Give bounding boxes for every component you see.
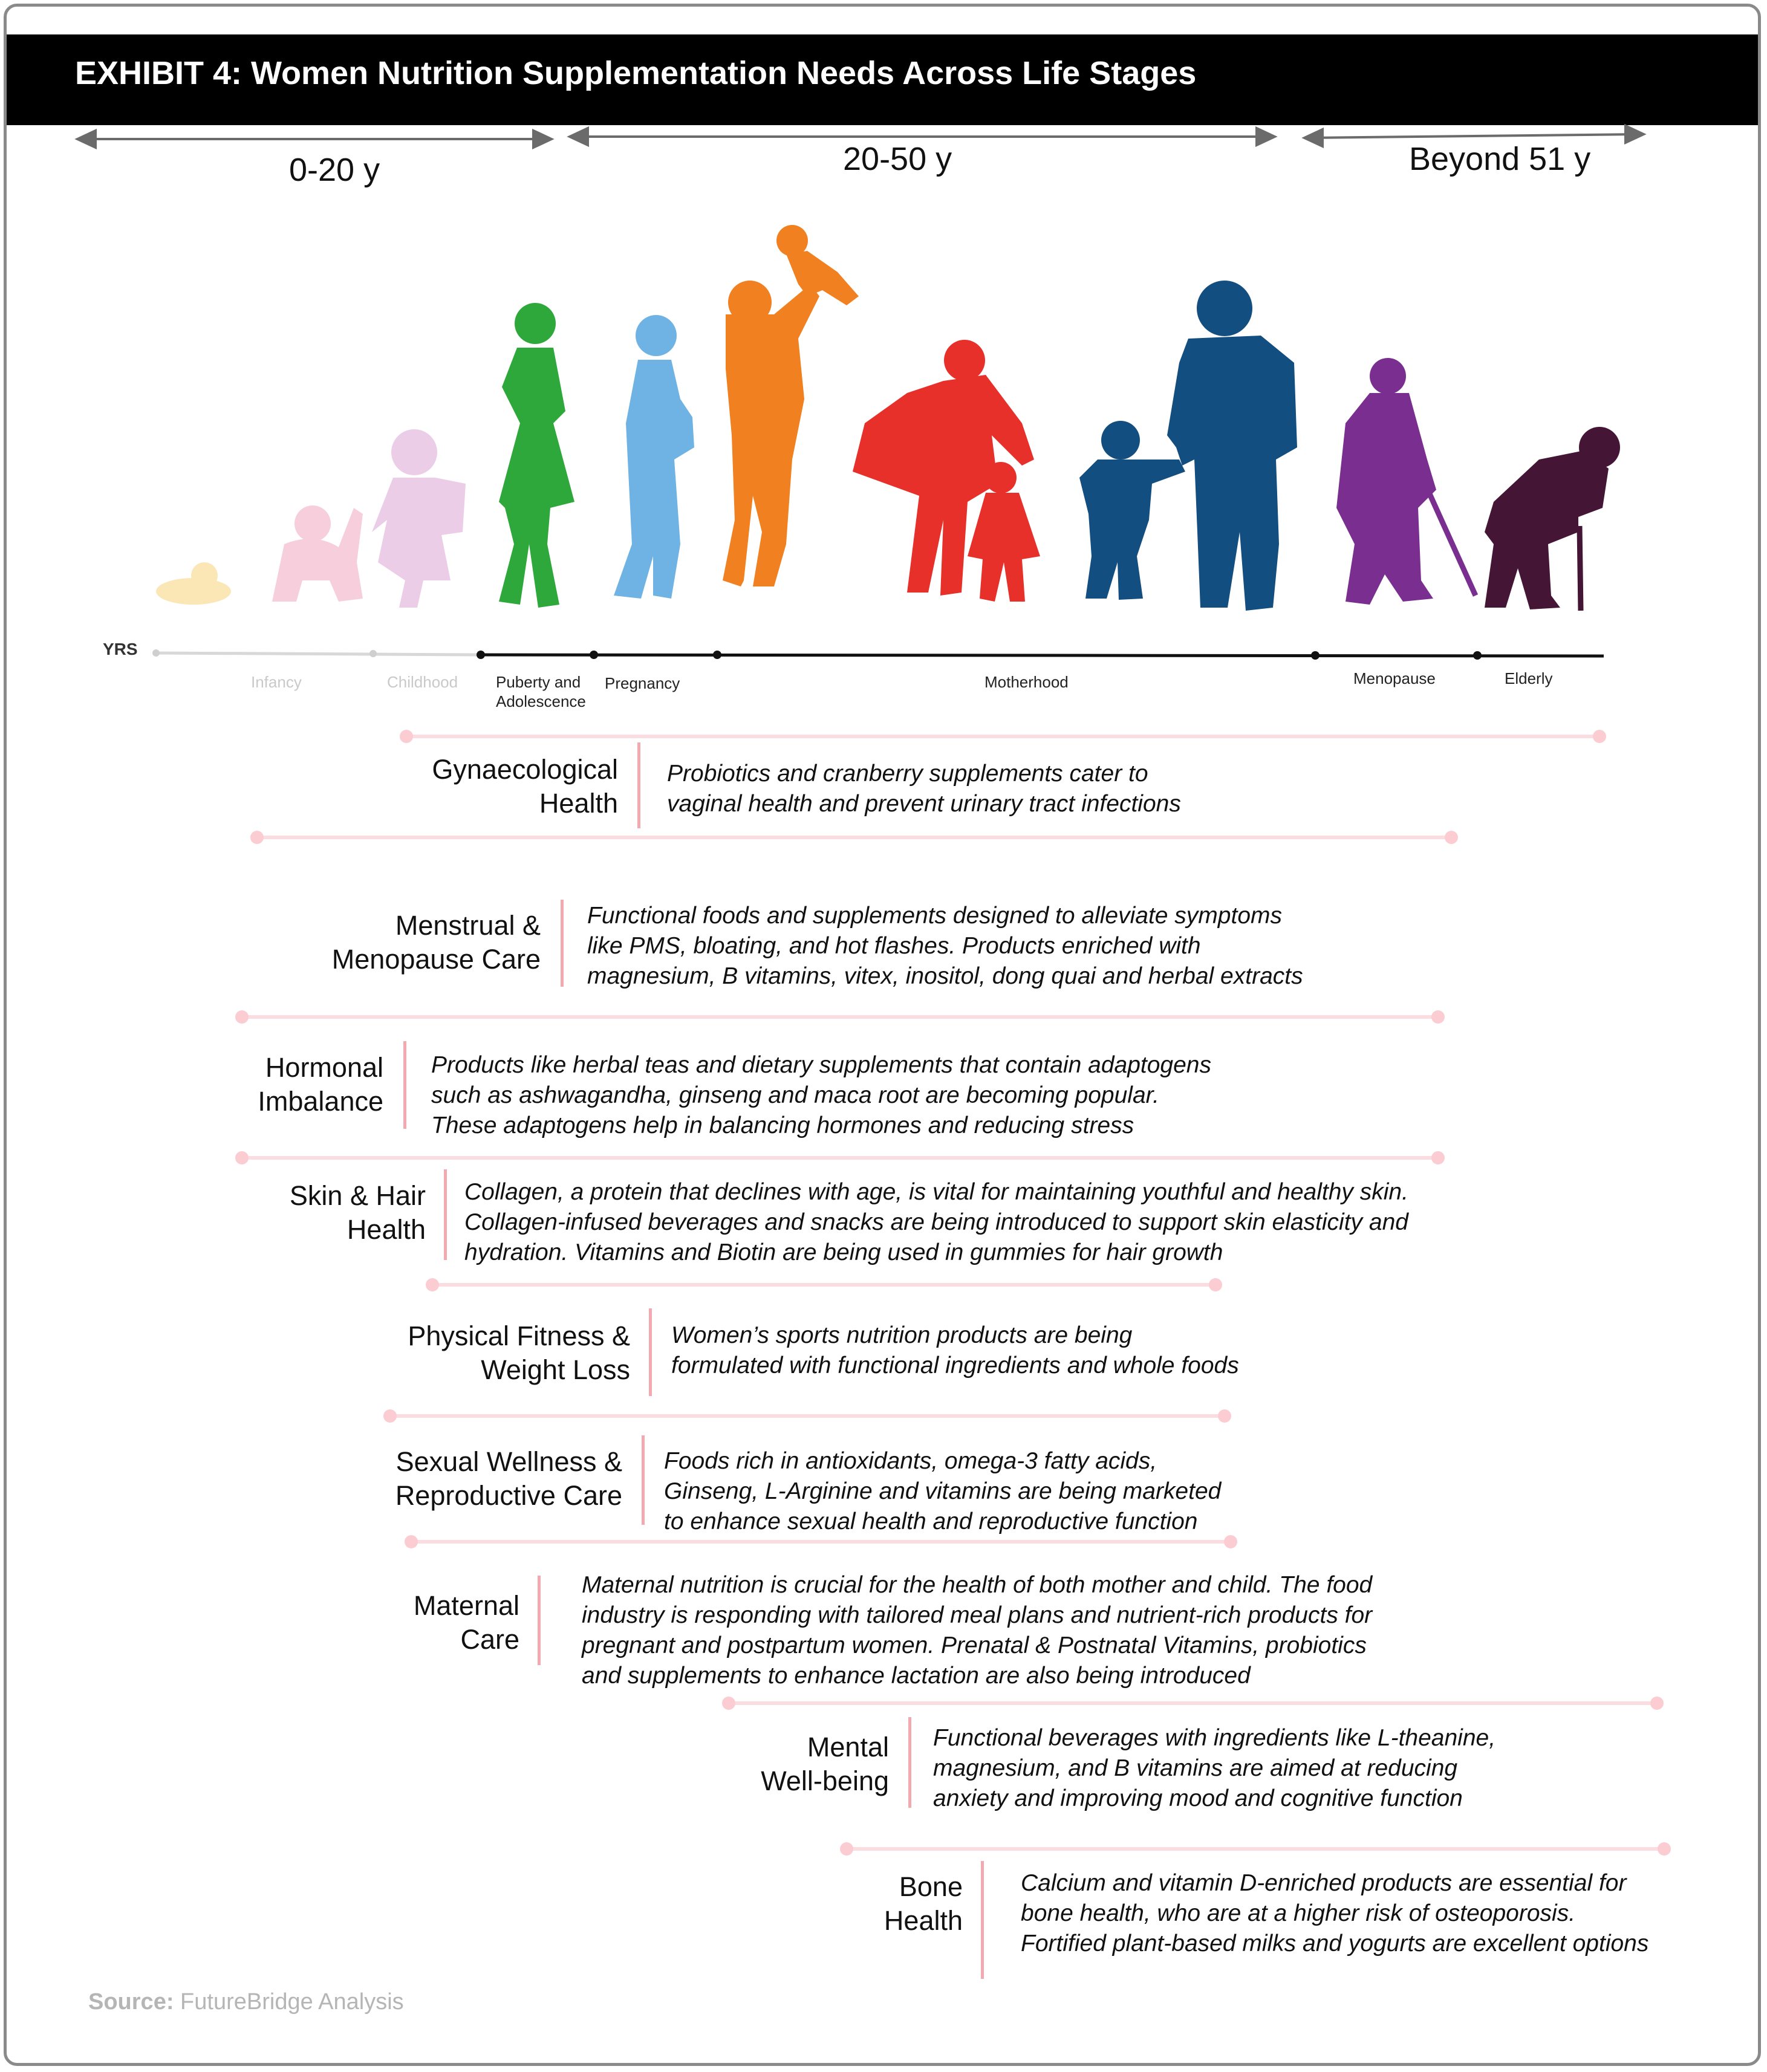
teen-girl-silhouette: [499, 348, 574, 608]
age-range-beyond-51: Beyond 51 y: [1409, 141, 1591, 177]
parent-silhouette: [1197, 281, 1252, 336]
arrow-beyond-51: [1309, 134, 1639, 138]
need-divider: [444, 1169, 447, 1260]
teen-girl-silhouette: [515, 303, 556, 344]
need-description: Functional foods and supplements designed to alleviate symptoms like PMS, bloating, and hot flashes. Products enriched with magnesium, B vitamins, vitex, inositol, dong quai and herbal extracts: [587, 903, 1303, 989]
cane-icon: [1422, 478, 1476, 596]
arrowhead: [77, 131, 96, 148]
need-divider: [561, 900, 564, 987]
need-description: Foods rich in antioxidants, omega-3 fatty acids, Ginseng, L-Arginine and vitamins are being marketed to enhance sexual health and reproductive function: [664, 1448, 1222, 1535]
arrowhead: [1625, 126, 1644, 143]
need-divider: [642, 1435, 645, 1525]
age-range-20-50: 20-50 y: [843, 141, 952, 177]
young-girl-silhouette: [391, 429, 437, 475]
life-stage-silhouettes: [156, 225, 1620, 611]
stage-infancy: Infancy: [251, 673, 302, 691]
need-description: Products like herbal teas and dietary supplements that contain adaptogens such as ashwagandha, ginseng and maca root are becoming popular. These adaptogens help in balancing hormones and reducing stress: [431, 1052, 1211, 1138]
mother-with-baby-silhouette: [723, 284, 819, 586]
need-description: Collagen, a protein that declines with age, is vital for maintaining youthful and healthy skin. Collagen-infused beverages and snacks are being introduced to support skin elasticity and hydration. Vitamins and Biotin are being used in gummies for hair growth: [464, 1179, 1408, 1265]
exhibit-title: EXHIBIT 4: Women Nutrition Supplementation Needs Across Life Stages: [75, 55, 1197, 91]
arrowhead: [1304, 129, 1323, 146]
need-category: Menstrual & Menopause Care: [331, 910, 541, 975]
infant-silhouette: [191, 562, 218, 589]
timeline-axis: [152, 649, 1604, 660]
source-label: Source:: [88, 1989, 174, 2015]
need-category: Mental Well-being: [761, 1732, 889, 1796]
need-divider: [403, 1041, 406, 1129]
need-divider: [649, 1308, 652, 1396]
need-divider: [637, 742, 640, 828]
age-range-arrows: [77, 126, 1644, 148]
need-description: Calcium and vitamin D-enriched products are essential for bone health, who are at a higher risk of osteoporosis. Fortified plant-based milks and yogurts are excellent options: [1021, 1870, 1649, 1957]
child-silhouette: [1079, 460, 1185, 600]
stage-menopause: Menopause: [1353, 669, 1436, 687]
stage-childhood: Childhood: [387, 673, 458, 691]
age-range-0-20: 0-20 y: [289, 152, 380, 188]
need-description: Functional beverages with ingredients like L-theanine, magnesium, and B vitamins are aimed at reducing anxiety and improving mood and cognitive function: [933, 1725, 1496, 1811]
menopausal-woman-silhouette: [1336, 393, 1436, 605]
stage-elderly: Elderly: [1505, 669, 1553, 687]
need-divider: [908, 1717, 911, 1808]
need-category: Hormonal Imbalance: [258, 1052, 383, 1117]
cane-icon: [1580, 526, 1581, 611]
crawling-baby-silhouette: [294, 505, 331, 542]
need-description: Women’s sports nutrition products are being formulated with functional ingredients and whole foods: [671, 1322, 1239, 1379]
child-silhouette: [1101, 421, 1140, 460]
toddler-silhouette: [985, 462, 1017, 493]
need-category: Skin & Hair Health: [289, 1180, 426, 1245]
source-note: [88, 1989, 404, 2015]
stage-pregnancy: Pregnancy: [605, 674, 680, 692]
need-category: Gynaecological Health: [432, 754, 618, 819]
source-text: FutureBridge Analysis: [180, 1989, 404, 2015]
need-category: Physical Fitness & Weight Loss: [408, 1320, 630, 1385]
parent-silhouette: [1167, 336, 1297, 611]
pregnant-woman-silhouette: [614, 360, 694, 599]
mother-with-toddler-silhouette: [944, 340, 985, 381]
need-description: Maternal nutrition is crucial for the health of both mother and child. The food industry is responding with tailored meal plans and nutrient-rich products for pregnant and postpartum women. Prenatal & Postnatal Vitamins, probiotics and supplements to enhance lactation are also being introduced: [582, 1572, 1373, 1689]
need-description: Probiotics and cranberry supplements cater to vaginal health and prevent urinary tract infections: [667, 761, 1181, 817]
need-category: Bone Health: [884, 1871, 963, 1936]
need-divider: [981, 1861, 984, 1979]
elderly-woman-silhouette: [1485, 450, 1609, 609]
arrowhead: [570, 128, 588, 145]
arrowhead: [1257, 128, 1275, 145]
young-girl-silhouette: [372, 478, 466, 608]
stage-motherhood: Motherhood: [984, 673, 1069, 691]
need-divider: [538, 1576, 541, 1665]
need-category: Maternal Care: [413, 1590, 519, 1655]
arrowhead: [533, 131, 552, 148]
toddler-silhouette: [968, 493, 1040, 602]
need-category: Sexual Wellness & Reproductive Care: [395, 1446, 622, 1511]
pregnant-woman-silhouette: [636, 315, 677, 356]
yrs-label: YRS: [103, 640, 138, 658]
menopausal-woman-silhouette: [1370, 358, 1406, 394]
stage-puberty: Puberty and Adolescence: [496, 673, 586, 710]
